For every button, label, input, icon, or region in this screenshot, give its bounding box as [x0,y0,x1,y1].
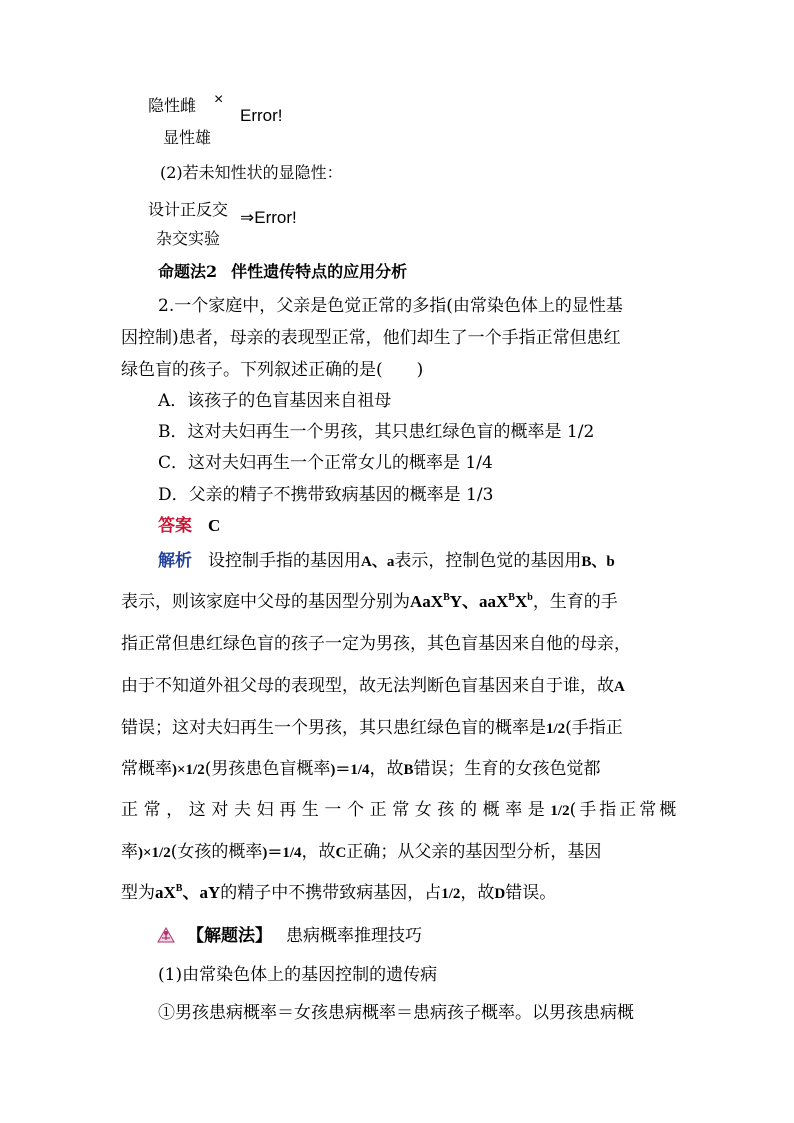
item2-label: (2)若未知性状的显隐性： [160,163,343,182]
implies-arrow: ⇒ [240,208,255,227]
item2-left-bottom: 杂交实验 [156,229,221,248]
method-heading [158,259,407,282]
tip-title: 患病概率推理技巧 [286,926,422,946]
question-line-2: 因控制)患者，母亲的表现型正常，他们却生了一个手指正常但患红 [121,328,621,348]
item2-left-top: 设计正反交 [148,200,229,219]
tip-sub-1: (1)由常染色体上的基因控制的遗传病 [158,965,438,985]
analysis-line-7: 正常，这对夫妇再生一个正常女孩的概率是1/2(手指正常概 [121,800,680,820]
cross-symbol: × [214,91,224,108]
answer-label: 答案 [158,516,192,536]
analysis-label: 解析 [158,551,192,571]
question-line-3: 绿色盲的孩子。下列叙述正确的是( ) [121,360,424,380]
tip-label: 【解题法】 [187,926,272,946]
item2-result [240,208,297,228]
question-line-1: 2.一个家庭中，父亲是色觉正常的多指(由常染色体上的显性基 [158,296,623,316]
analysis-line-3: 指正常但患红绿色盲的孩子一定为男孩，其色盲基因来自他的母亲， [121,634,631,654]
option-b: B．这对夫妇再生一个男孩，其只患红绿色盲的概率是 1/2 [158,422,595,442]
option-d: D．父亲的精子不携带致病基因的概率是 1/3 [158,485,494,505]
option-c: C．这对夫妇再生一个正常女儿的概率是 1/4 [158,453,493,473]
answer-row [158,511,220,536]
tip-heading [157,921,422,946]
cross-left-bottom: 显性雄 [163,128,212,147]
tip-sub-2: ①男孩患病概率＝女孩患病概率＝患病孩子概率。以男孩患病概 [158,1003,634,1023]
analysis-line-2: 表示，则该家庭中父母的基因型分别为AaX$^B$Y、$aaX^BX^b$，生育的手 [121,592,618,612]
analysis-line-1: 解析 设控制手指的基因用A、a表示，控制色觉的基因用B、b [158,551,615,571]
method-title: 伴性遗传特点的应用分析 [231,262,408,281]
analysis-line-9: 型为$aX^B$、aY的精子中不携带致病基因，占1/2，故D错误。 [121,883,557,903]
analysis-line-5: 错误；这对夫妇再生一个男孩，其只患红绿色盲的概率是1/2(手指正 [121,718,623,738]
method-label: 命题法2 [158,262,218,281]
analysis-line-4: 由于不知道外祖父母的表现型，故无法判断色盲基因来自于谁，故A [121,676,625,696]
analysis-line-6: 常概率)×1/2(男孩患色盲概率)＝1/4，故B错误；生育的女孩色觉都 [121,759,601,779]
error-text-1: Error! [240,106,283,125]
option-a: A．该孩子的色盲基因来自祖母 [158,391,392,411]
triangle-figure-icon [157,927,175,943]
answer-value: C [208,516,221,535]
cross-left-top: 隐性雌 [148,96,197,115]
error-text-2: Error! [254,208,297,227]
analysis-line-8: 率)×1/2(女孩的概率)＝1/4，故C正确；从父亲的基因型分析，基因 [121,842,602,862]
